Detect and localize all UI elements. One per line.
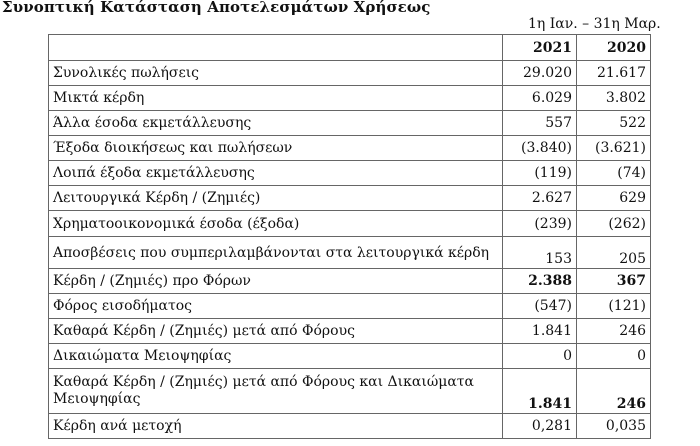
value-2021: 29.020 — [503, 61, 577, 86]
header-cell-2021: 2021 — [503, 35, 577, 61]
value-2020: 0 — [577, 344, 651, 369]
row-label: Δικαιώματα Μειοψηφίας — [49, 344, 503, 369]
header-cell-label — [49, 35, 503, 61]
statement-title: Συνοπτική Κατάσταση Αποτελεσμάτων Χρήσεως — [2, 0, 431, 16]
value-2021: 1.841 — [503, 369, 577, 414]
value-2020: 205 — [577, 237, 651, 269]
row-label: Έξοδα διοικήσεως και πωλήσεων — [49, 136, 503, 161]
value-2021: (239) — [503, 211, 577, 237]
table-row — [49, 61, 651, 86]
value-2021: 153 — [503, 237, 577, 269]
row-label: Καθαρά Κέρδη / (Ζημιές) μετά από Φόρους — [49, 319, 503, 344]
period-label: 1η Ιαν. – 31η Μαρ. — [528, 16, 661, 32]
table-row — [49, 414, 651, 439]
table-row — [49, 86, 651, 111]
table-row — [49, 319, 651, 344]
table-row — [49, 344, 651, 369]
value-2021: 2.388 — [503, 269, 577, 294]
value-2021: 2.627 — [503, 186, 577, 211]
value-2021: 0,281 — [503, 414, 577, 439]
table-row — [49, 237, 651, 269]
value-2021: (547) — [503, 294, 577, 319]
value-2020: 367 — [577, 269, 651, 294]
value-2020: 246 — [577, 319, 651, 344]
row-label: Κέρδη ανά μετοχή — [49, 414, 503, 439]
row-label: Λειτουργικά Κέρδη / (Ζημιές) — [49, 186, 503, 211]
value-2021: 0 — [503, 344, 577, 369]
value-2021: 1.841 — [503, 319, 577, 344]
table-row — [49, 269, 651, 294]
value-2020: (74) — [577, 161, 651, 186]
value-2021: (119) — [503, 161, 577, 186]
header-row — [49, 35, 651, 61]
value-2020: 629 — [577, 186, 651, 211]
table-row — [49, 294, 651, 319]
row-label: Καθαρά Κέρδη / (Ζημιές) μετά από Φόρους και Δικαιώματα Μειοψηφίας — [49, 369, 503, 414]
row-label: Φόρος εισοδήματος — [49, 294, 503, 319]
table-row — [49, 161, 651, 186]
row-label: Λοιπά έξοδα εκμετάλλευσης — [49, 161, 503, 186]
row-label: Συνολικές πωλήσεις — [49, 61, 503, 86]
row-label: Κέρδη / (Ζημιές) προ Φόρων — [49, 269, 503, 294]
value-2021: (3.840) — [503, 136, 577, 161]
income-statement-table — [48, 34, 651, 439]
table-row — [49, 136, 651, 161]
table-row — [49, 186, 651, 211]
value-2020: 21.617 — [577, 61, 651, 86]
value-2021: 557 — [503, 111, 577, 136]
row-label: Χρηματοοικονομικά έσοδα (έξοδα) — [49, 211, 503, 237]
value-2020: (3.621) — [577, 136, 651, 161]
value-2020: (121) — [577, 294, 651, 319]
value-2021: 6.029 — [503, 86, 577, 111]
value-2020: 0,035 — [577, 414, 651, 439]
value-2020: (262) — [577, 211, 651, 237]
row-label: Άλλα έσοδα εκμετάλλευσης — [49, 111, 503, 136]
header-cell-2020: 2020 — [577, 35, 651, 61]
value-2020: 246 — [577, 369, 651, 414]
table-row — [49, 111, 651, 136]
value-2020: 3.802 — [577, 86, 651, 111]
value-2020: 522 — [577, 111, 651, 136]
table-row — [49, 211, 651, 237]
table-row — [49, 369, 651, 414]
row-label: Αποσβέσεις που συμπεριλαμβάνονται στα λειτουργικά κέρδη — [49, 237, 503, 269]
row-label: Μικτά κέρδη — [49, 86, 503, 111]
